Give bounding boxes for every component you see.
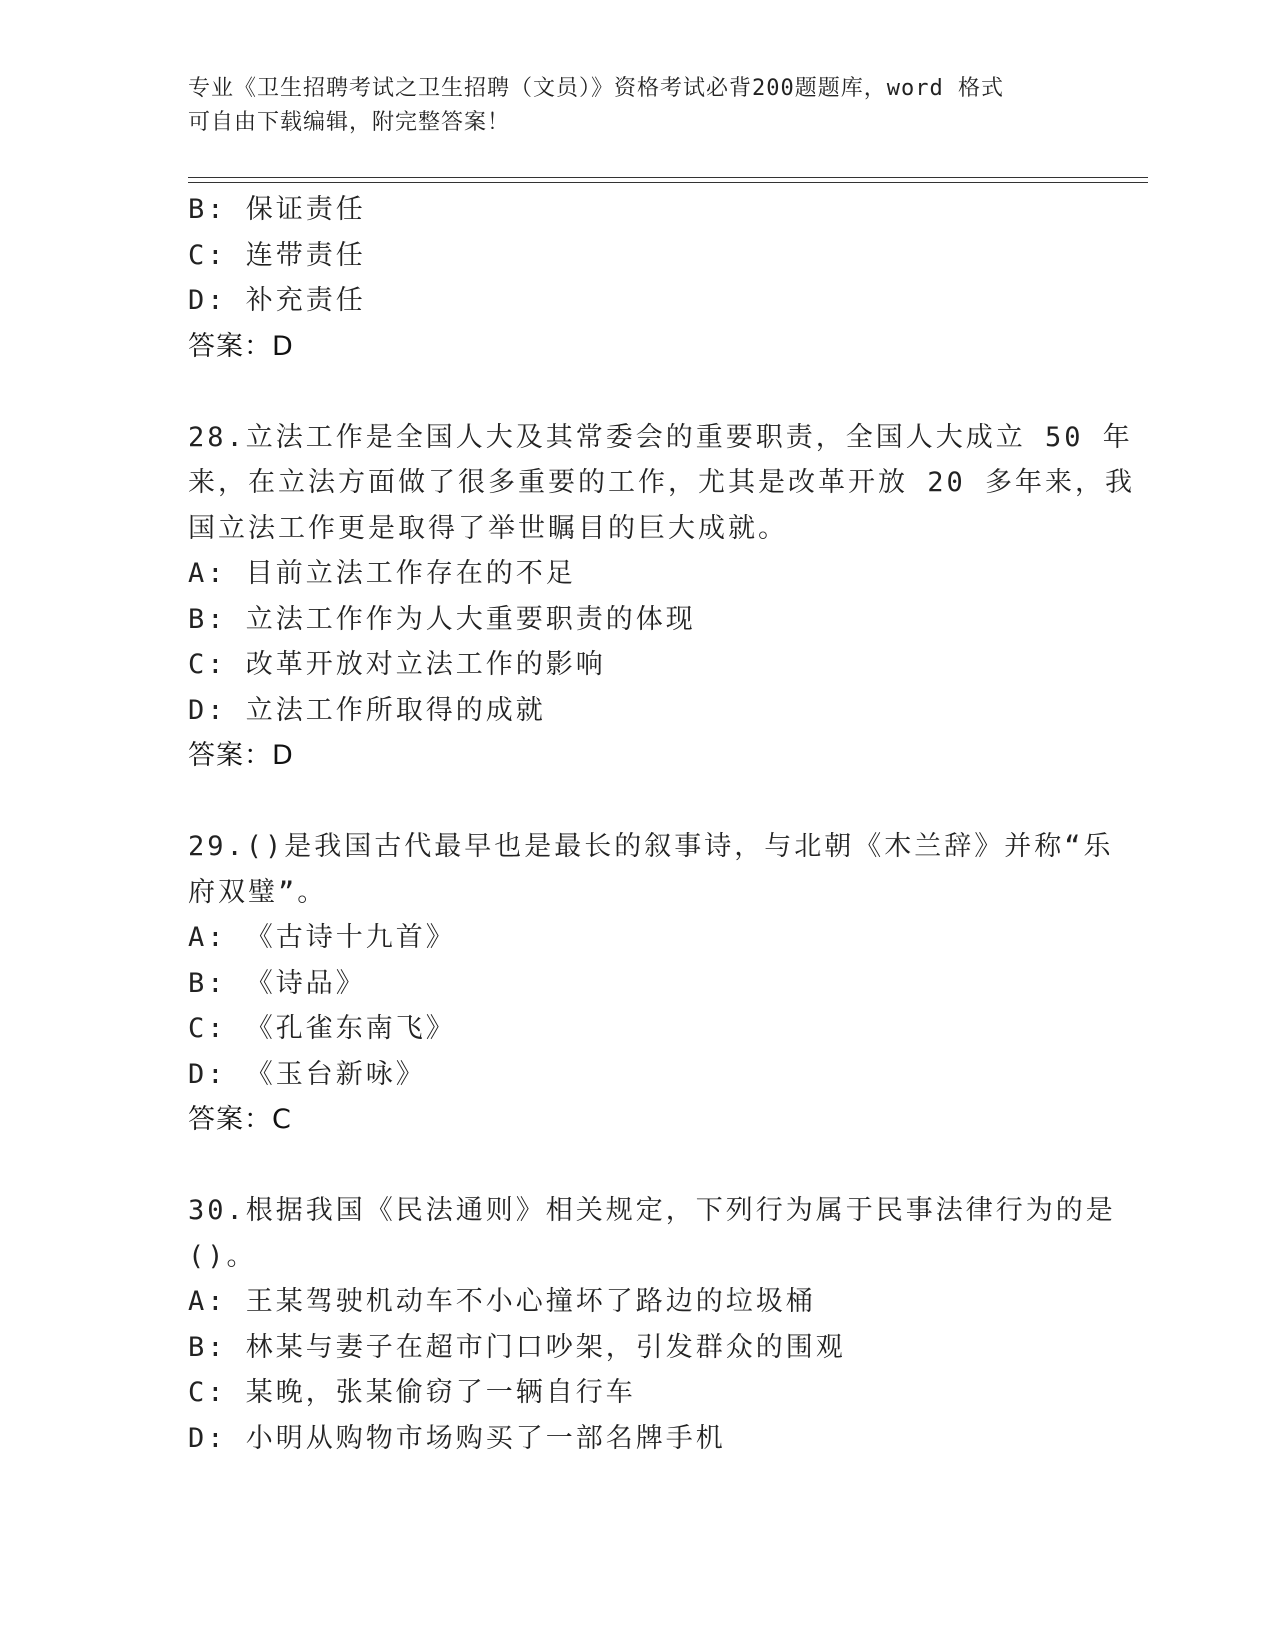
- spacer: [188, 369, 1088, 415]
- stem-line: 来，在立法方面做了很多重要的工作，尤其是改革开放 20 多年来，我: [188, 467, 1136, 498]
- document-body: [188, 187, 1136, 1461]
- header-line-1: 专业《卫生招聘考试之卫生招聘（文员）》资格考试必背200题题库，word 格式: [188, 76, 1004, 101]
- question-stem: [188, 415, 1136, 552]
- answer-line: 答案：D: [188, 330, 294, 362]
- option-b: B: 林某与妻子在超市门口吵架，引发群众的围观: [188, 1331, 846, 1363]
- option-c: C: 某晚，张某偷窃了一辆自行车: [188, 1377, 636, 1408]
- option-d: D: 小明从购物市场购买了一部名牌手机: [188, 1422, 726, 1454]
- answer-line: 答案：C: [188, 1104, 292, 1135]
- stem-line: 国立法工作更是取得了举世瞩目的巨大成就。: [188, 512, 788, 544]
- question-stem: [188, 1188, 1116, 1279]
- question-stem: [188, 824, 1114, 915]
- document-header: [188, 72, 1068, 140]
- question-28: [188, 415, 1136, 779]
- spacer: [188, 1143, 1088, 1189]
- spacer: [188, 779, 1088, 825]
- question-30: [188, 1188, 1116, 1461]
- stem-line: 28.立法工作是全国人大及其常委会的重要职责，全国人大成立 50 年: [188, 421, 1133, 453]
- stem-line: ()。: [188, 1240, 257, 1272]
- stem-line: 府双璧”。: [188, 876, 328, 908]
- option-c: C: 《孔雀东南飞》: [188, 1013, 456, 1044]
- option-a: A: 《古诗十九首》: [188, 922, 456, 953]
- stem-line: 30.根据我国《民法通则》相关规定，下列行为属于民事法律行为的是: [188, 1195, 1116, 1226]
- header-divider-bottom: [188, 182, 1148, 183]
- option-b: B: 立法工作作为人大重要职责的体现: [188, 603, 696, 635]
- option-b: B: 保证责任: [188, 194, 366, 225]
- option-a: A: 王某驾驶机动车不小心撞坏了路边的垃圾桶: [188, 1286, 816, 1317]
- option-b: B: 《诗品》: [188, 967, 366, 999]
- header-divider-top: [188, 177, 1148, 178]
- question-27-continued: [188, 187, 1088, 369]
- option-a: A: 目前立法工作存在的不足: [188, 558, 576, 589]
- answer-line: 答案：D: [188, 740, 294, 771]
- option-d: D: 立法工作所取得的成就: [188, 694, 546, 726]
- stem-line: 29.()是我国古代最早也是最长的叙事诗，与北朝《木兰辞》并称“乐: [188, 831, 1114, 862]
- option-c: C: 改革开放对立法工作的影响: [188, 649, 606, 680]
- option-d: D: 《玉台新咏》: [188, 1058, 426, 1090]
- option-c: C: 连带责任: [188, 239, 366, 271]
- header-line-2: 可自由下载编辑，附完整答案！: [188, 110, 511, 135]
- option-d: D: 补充责任: [188, 285, 366, 316]
- question-29: [188, 824, 1114, 1143]
